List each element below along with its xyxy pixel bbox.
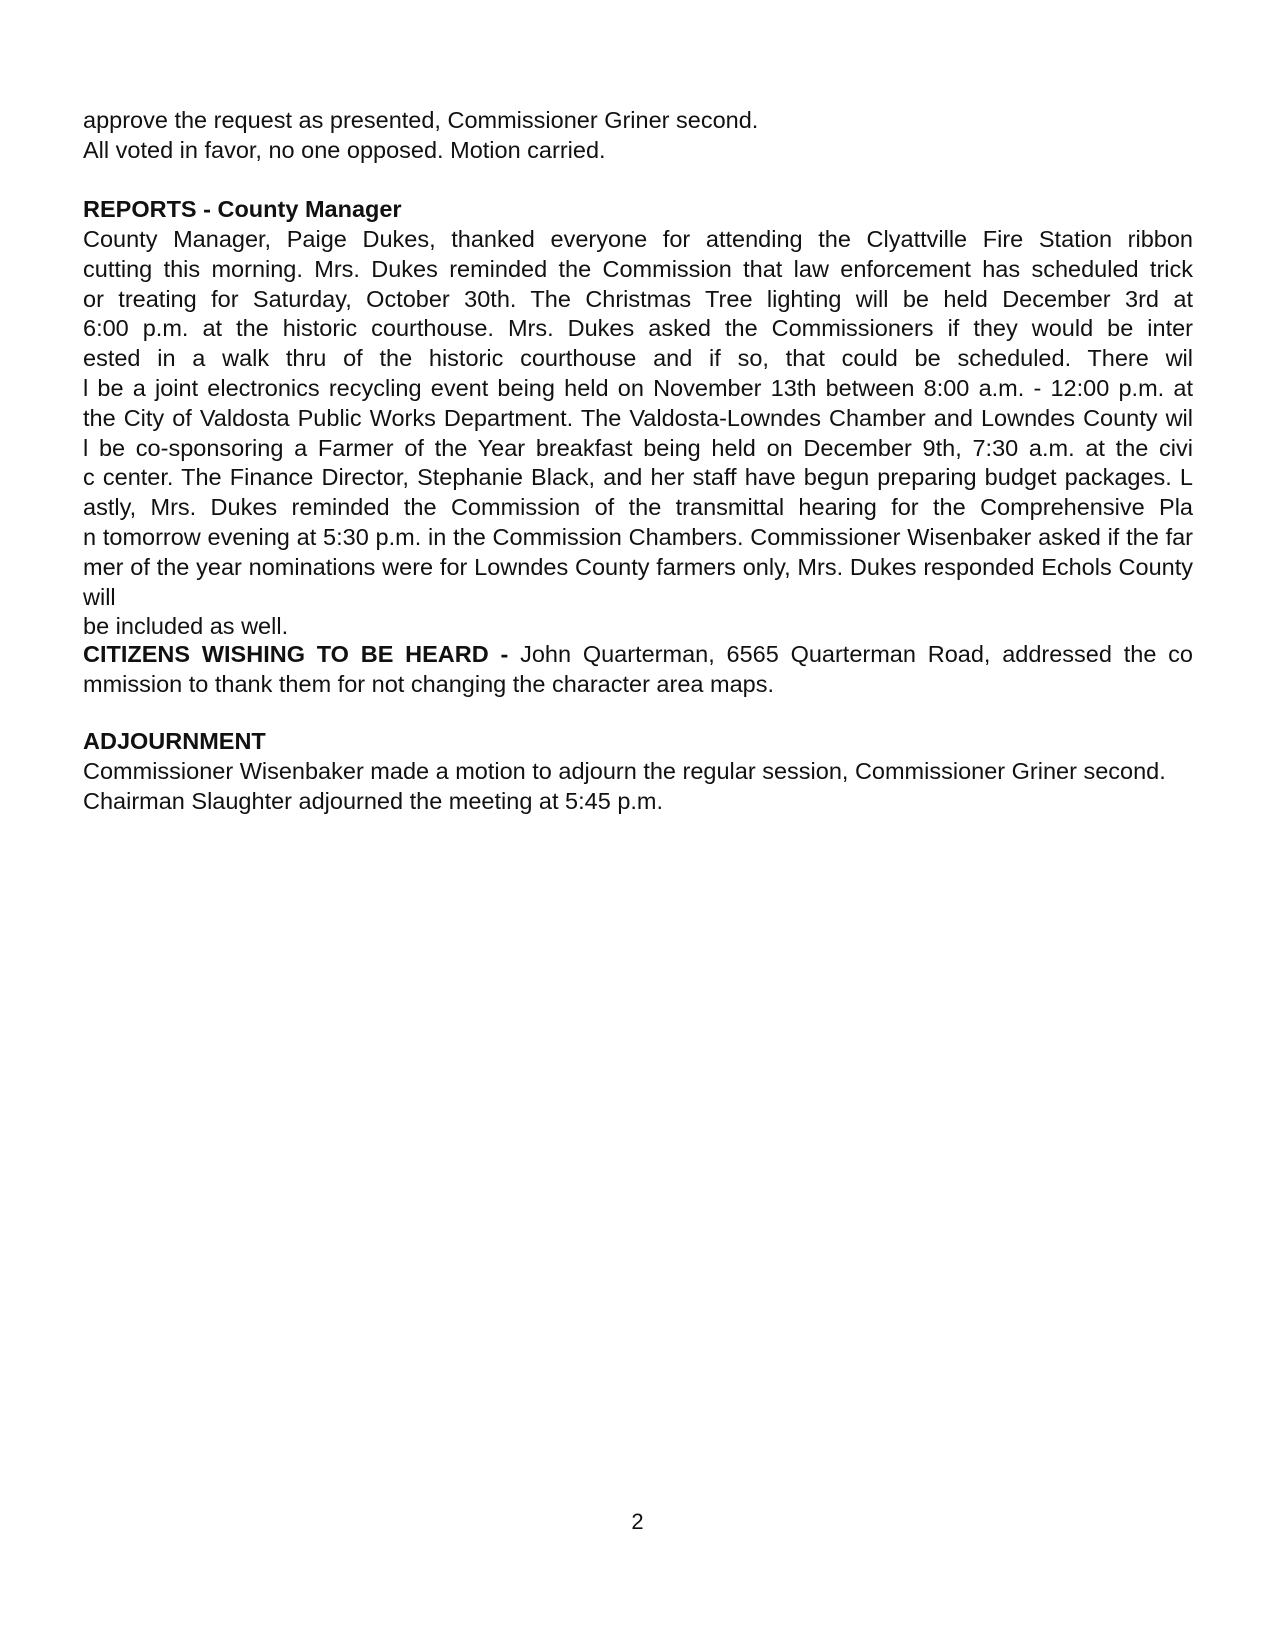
continuation-paragraph-line-2: All voted in favor, no one opposed. Motion carried.	[83, 136, 606, 163]
reports-paragraph	[83, 225, 1193, 642]
reports-paragraph-line-1: County Manager, Paige Dukes, thanked everyone for attending the Clyattville Fire Station ribbon	[83, 226, 1193, 252]
citizens-heading: CITIZENS WISHING TO BE HEARD -	[83, 641, 509, 667]
adjournment-paragraph-line-2: Chairman Slaughter adjourned the meeting at 5:45 p.m.	[83, 787, 664, 814]
reports-paragraph-line-8: l be co-sponsoring a Farmer of the Year breakfast being held on December 9th, 7:30 a.m. at the civi	[83, 434, 1193, 461]
continuation-paragraph-line-1: approve the request as presented, Commissioner Griner second.	[83, 107, 759, 133]
adjournment-paragraph-line-1: Commissioner Wisenbaker made a motion to adjourn the regular session, Commissioner Griner second.	[83, 758, 1166, 784]
reports-paragraph-line-12: mer of the year nominations were for Lowndes County farmers only, Mrs. Dukes responded Echols County will	[83, 553, 1193, 610]
reports-paragraph-line-5: ested in a walk thru of the historic courthouse and if so, that could be scheduled. There wil	[83, 345, 1193, 372]
citizens-line-1	[83, 640, 1193, 670]
reports-paragraph-line-3: or treating for Saturday, October 30th. The Christmas Tree lighting will be held December 3rd at	[83, 285, 1193, 312]
reports-paragraph-line-7: the City of Valdosta Public Works Department. The Valdosta-Lowndes Chamber and Lowndes County wil	[83, 404, 1193, 431]
adjournment-heading: ADJOURNMENT	[83, 728, 266, 754]
citizens-body-part-1: John Quarterman, 6565 Quarterman Road, addressed the co	[508, 641, 1193, 667]
reports-heading: REPORTS - County Manager	[83, 196, 402, 222]
reports-paragraph-line-4: 6:00 p.m. at the historic courthouse. Mrs. Dukes asked the Commissioners if they would be inter	[83, 315, 1193, 342]
reports-paragraph-line-13: be included as well.	[83, 613, 289, 640]
reports-paragraph-line-10: astly, Mrs. Dukes reminded the Commission of the transmittal hearing for the Comprehensive Pla	[83, 494, 1193, 521]
reports-paragraph-line-11: n tomorrow evening at 5:30 p.m. in the Commission Chambers. Commissioner Wisenbaker asked if the far	[83, 523, 1193, 550]
citizens-line-2: mmission to thank them for not changing the character area maps.	[83, 670, 774, 697]
reports-paragraph-line-2: cutting this morning. Mrs. Dukes reminded the Commission that law enforcement has scheduled trick	[83, 255, 1193, 282]
reports-paragraph-line-6: l be a joint electronics recycling event being held on November 13th between 8:00 a.m. - 12:00 p.m. at	[83, 374, 1193, 401]
continuation-paragraph	[83, 106, 1083, 166]
reports-paragraph-line-9: c center. The Finance Director, Stephanie Black, and her staff have begun preparing budget packages. L	[83, 464, 1193, 491]
adjournment-paragraph	[83, 757, 1166, 817]
page-number: 2	[631, 1509, 644, 1534]
citizens-paragraph	[83, 640, 1193, 700]
